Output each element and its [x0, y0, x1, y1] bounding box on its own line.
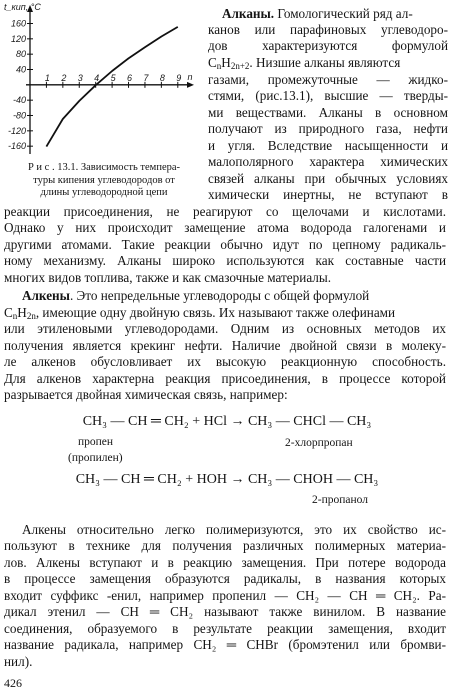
text-line: или этиленовыми углеводородами. Одним из основных методов их	[4, 321, 446, 336]
alkenes-first-line	[22, 288, 446, 304]
x-tick-label: 2	[61, 72, 67, 83]
reaction-equation: CH₃ — CH ═ CH₂ + HCl → CH₃ — CHCl — CH₃	[82, 414, 372, 429]
text-line: реакции присоединения, не реагируют со щелочами и кислотами.	[4, 204, 446, 219]
text-line: ле алкенов обусловливает их высокую реакционную способность.	[4, 354, 446, 369]
text-line: Алкены относительно легко полимеризуются, это их свойство ис-	[22, 522, 446, 537]
text-line: связей алканы при обычных условиях	[208, 171, 448, 186]
x-axis-label: n	[187, 71, 193, 82]
page-number: 426	[4, 676, 22, 690]
text-line: химически инертны, не вступают в	[208, 187, 448, 202]
y-tick-label: -40	[12, 95, 26, 106]
text-line: газами, промежуточные — жидко-	[208, 72, 448, 87]
formula-h: H	[17, 305, 27, 320]
text-line: входит суффикс -енил, например пропенил — CH₂ — CH ═ CH₂. Ра-	[4, 588, 446, 603]
caption-line: туры кипения углеводородов от	[33, 174, 175, 186]
reaction-label: (пропилен)	[68, 452, 123, 464]
x-tick-label: 7	[143, 72, 149, 83]
formula-h: H	[221, 55, 231, 70]
figure-caption	[4, 162, 204, 200]
text-line: соединения, образуемого в результате реакции замещения, входит	[4, 621, 446, 636]
reaction-label: 2-пропанол	[312, 494, 368, 506]
x-tick-label: 8	[159, 72, 165, 83]
text-line: Для алкенов характерна реакция присоединения, в процессе которой	[4, 371, 446, 386]
text-line: разрывается двойная химическая связь, например:	[4, 387, 288, 402]
reaction-equation: CH₃ — CH ═ CH₂ + HOH → CH₃ — CHOH — CH₃	[75, 472, 379, 487]
text-line: ми веществами. Алканы в основном	[208, 105, 448, 120]
y-tick-label: 40	[15, 64, 26, 75]
x-tick-label: 9	[176, 72, 182, 83]
x-tick-label: 4	[94, 72, 100, 83]
formula-alkanes	[208, 55, 249, 70]
x-tick-label: 5	[110, 72, 116, 83]
x-axis-arrow	[187, 82, 194, 88]
y-tick-label: 80	[15, 49, 26, 60]
alkanes-formula-line	[208, 55, 448, 71]
text-line: название радикала, например CH₂ ═ CHBr (бромэтенил или бромви-	[4, 637, 446, 652]
formula-c: C	[208, 55, 217, 70]
y-tick-label: -80	[12, 110, 26, 121]
text-line: Однако у них происходит замещение атома водорода галогенами и	[4, 220, 446, 235]
formula-alkenes	[4, 305, 36, 320]
formula-c: C	[4, 305, 13, 320]
text-line: дикал этенил — CH ═ CH₂ называют также винилом. В название	[4, 604, 446, 619]
x-tick-label: 6	[127, 72, 133, 83]
formula-sub: 2n	[26, 311, 36, 321]
text-line: . Это непредельные углеводороды с общей формулой	[69, 288, 370, 303]
text-line: Гомологический ряд ал-	[274, 6, 413, 21]
alkenes-formula-line	[4, 305, 446, 321]
text-line: многих видов топлива, также и как смазочные материалы.	[4, 270, 332, 285]
formula-n: n	[216, 61, 222, 71]
text-line: , имеющие одну двойную связь. Их называют также олефинами	[35, 305, 396, 320]
text-line: в процессе замещения образуются радикалы, в названия которых	[4, 571, 446, 586]
y-axis-label: t_кип, °C	[4, 2, 41, 12]
caption-line: длины углеводородной цепи	[40, 187, 168, 198]
text-line: дов характеризуются формулой	[208, 38, 448, 53]
alkanes-first-line	[222, 6, 448, 22]
formula-n: n	[12, 311, 18, 321]
text-line: малополярного характера химических	[208, 154, 448, 169]
y-tick-label: -120	[7, 125, 26, 136]
text-line: . Низшие алканы являются	[249, 55, 401, 70]
text-line: другими атомами. Такие реакции обычно идут по цепному радикаль-	[4, 237, 446, 252]
formula-sub: 2n+2	[230, 61, 250, 71]
text-line: пользуют в технике для получения различных полимерных материа-	[4, 538, 446, 553]
text-line: лов. Алкены вступают и в реакцию замещения. При потере водорода	[4, 555, 446, 570]
y-tick-label: -160	[7, 141, 26, 152]
text-line: получения является крекинг нефти. Наличие двойной связи в молеку-	[4, 338, 446, 353]
reaction-label: пропен	[78, 436, 114, 448]
text-line: нил).	[4, 654, 33, 669]
y-tick-label: 120	[10, 33, 26, 44]
reaction-label: 2-хлорпропан	[285, 437, 353, 449]
text-line: стями, (рис.13.1), высшие — тверды-	[208, 88, 448, 103]
alkanes-heading: Алканы.	[222, 6, 275, 21]
text-line: и угля. Вследствие насыщенности и	[208, 138, 448, 153]
text-line: канов или парафиновых углеводоро-	[208, 22, 448, 37]
x-tick-label: 3	[77, 72, 83, 83]
x-tick-label: 1	[44, 72, 50, 83]
text-line: получают из природного газа, нефти	[208, 121, 448, 136]
text-line: ному механизму. Алканы широко используются как составные части	[4, 253, 446, 268]
y-tick-label: 160	[10, 18, 26, 29]
boiling-point-chart	[0, 0, 200, 158]
alkenes-heading: Алкены	[22, 288, 70, 303]
caption-line: Р и с . 13.1. Зависимость темпера-	[27, 162, 181, 173]
